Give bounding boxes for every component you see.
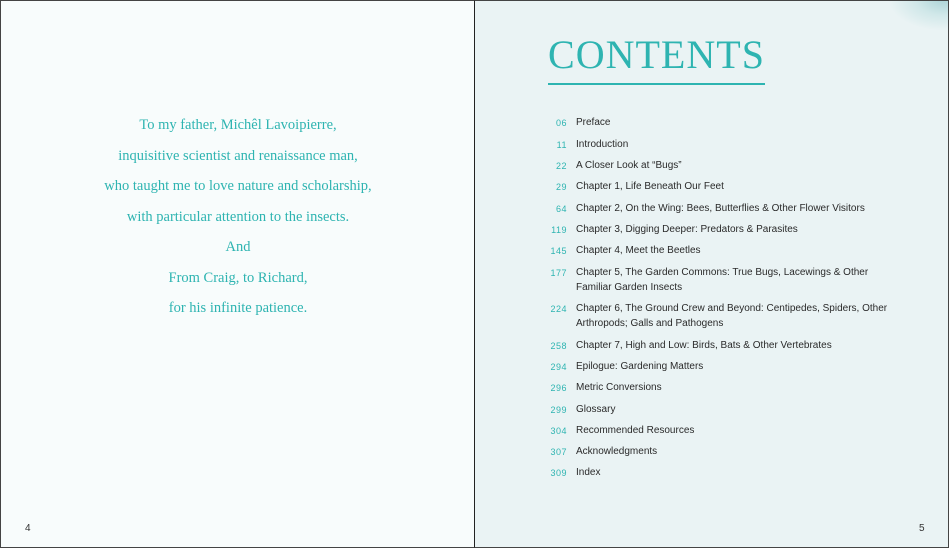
toc-entry[interactable] [535, 465, 895, 480]
toc-entry[interactable] [535, 137, 895, 152]
toc-title: Index [576, 467, 601, 478]
dedication-line: for his infinite patience. [168, 300, 308, 316]
dedication-line: with particular attention to the insects. [126, 208, 350, 225]
toc-title: Glossary [576, 404, 616, 415]
toc-title: Chapter 2, On the Wing: Bees, Butterflies & Other Flower Visitors [576, 203, 865, 214]
left-page-number: 4 [25, 523, 31, 534]
right-page-number: 5 [919, 523, 925, 534]
toc-title: Preface [576, 117, 611, 128]
toc-entry[interactable] [535, 115, 895, 130]
toc-entry[interactable] [535, 265, 895, 295]
toc-entry[interactable] [535, 380, 895, 395]
dedication-line: To my father, Michêl Lavoipierre, [139, 117, 337, 133]
toc-entry[interactable] [535, 444, 895, 459]
toc-page-number: 145 [550, 246, 567, 256]
toc-page-number: 296 [550, 383, 567, 393]
toc-entry[interactable] [535, 301, 895, 331]
toc-title: Chapter 3, Digging Deeper: Predators & Parasites [576, 224, 798, 235]
toc-entry[interactable] [535, 179, 895, 194]
toc-entry[interactable] [535, 359, 895, 374]
left-page [0, 0, 474, 548]
toc-entry[interactable] [535, 158, 895, 173]
toc-page-number: 309 [550, 468, 567, 478]
toc-page-number: 224 [550, 304, 567, 314]
dedication-line: And [225, 239, 251, 255]
toc-entry[interactable] [535, 338, 895, 353]
toc-title: Chapter 5, The Garden Commons: True Bugs, Lacewings & Other Familiar Garden Insects [576, 267, 869, 293]
toc-title: Acknowledgments [576, 446, 658, 457]
toc-title: Introduction [576, 139, 629, 150]
toc-entry[interactable] [535, 243, 895, 258]
title-underline [548, 83, 765, 85]
dedication-line: From Craig, to Richard, [168, 269, 308, 286]
toc-entry[interactable] [535, 423, 895, 438]
dedication [1, 115, 475, 329]
toc-page-number: 294 [550, 362, 567, 372]
toc-page-number: 258 [550, 341, 567, 351]
dedication-line: who taught me to love nature and scholarship, [104, 178, 372, 194]
contents-title: CONTENTS [548, 32, 765, 77]
toc-page-number: 299 [550, 405, 567, 415]
toc-page-number: 64 [555, 204, 567, 214]
toc-title: Epilogue: Gardening Matters [576, 361, 704, 372]
corner-texture-decoration [888, 0, 949, 31]
toc-page-number: 177 [550, 268, 567, 278]
toc-entry[interactable] [535, 222, 895, 237]
toc-page-number: 11 [556, 140, 567, 150]
toc-entry[interactable] [535, 402, 895, 417]
toc-title: Recommended Resources [576, 425, 695, 436]
toc-title: Chapter 7, High and Low: Birds, Bats & Other Vertebrates [576, 340, 832, 351]
toc-title: Chapter 4, Meet the Beetles [576, 245, 701, 256]
toc-title: Chapter 6, The Ground Crew and Beyond: Centipedes, Spiders, Other Arthropods; Galls and Pathogens [576, 303, 888, 329]
toc-title: A Closer Look at “Bugs” [576, 160, 682, 171]
toc-title: Chapter 1, Life Beneath Our Feet [576, 181, 724, 192]
toc-page-number: 307 [550, 447, 567, 457]
right-page [474, 0, 949, 548]
toc-title: Metric Conversions [576, 382, 662, 393]
dedication-line: inquisitive scientist and renaissance man, [118, 147, 358, 164]
toc-page-number: 22 [555, 161, 567, 171]
toc-page-number: 119 [551, 225, 567, 235]
toc-entry[interactable] [535, 201, 895, 216]
toc-page-number: 29 [555, 182, 567, 192]
toc-page-number: 304 [550, 426, 567, 436]
toc-page-number: 06 [555, 118, 567, 128]
